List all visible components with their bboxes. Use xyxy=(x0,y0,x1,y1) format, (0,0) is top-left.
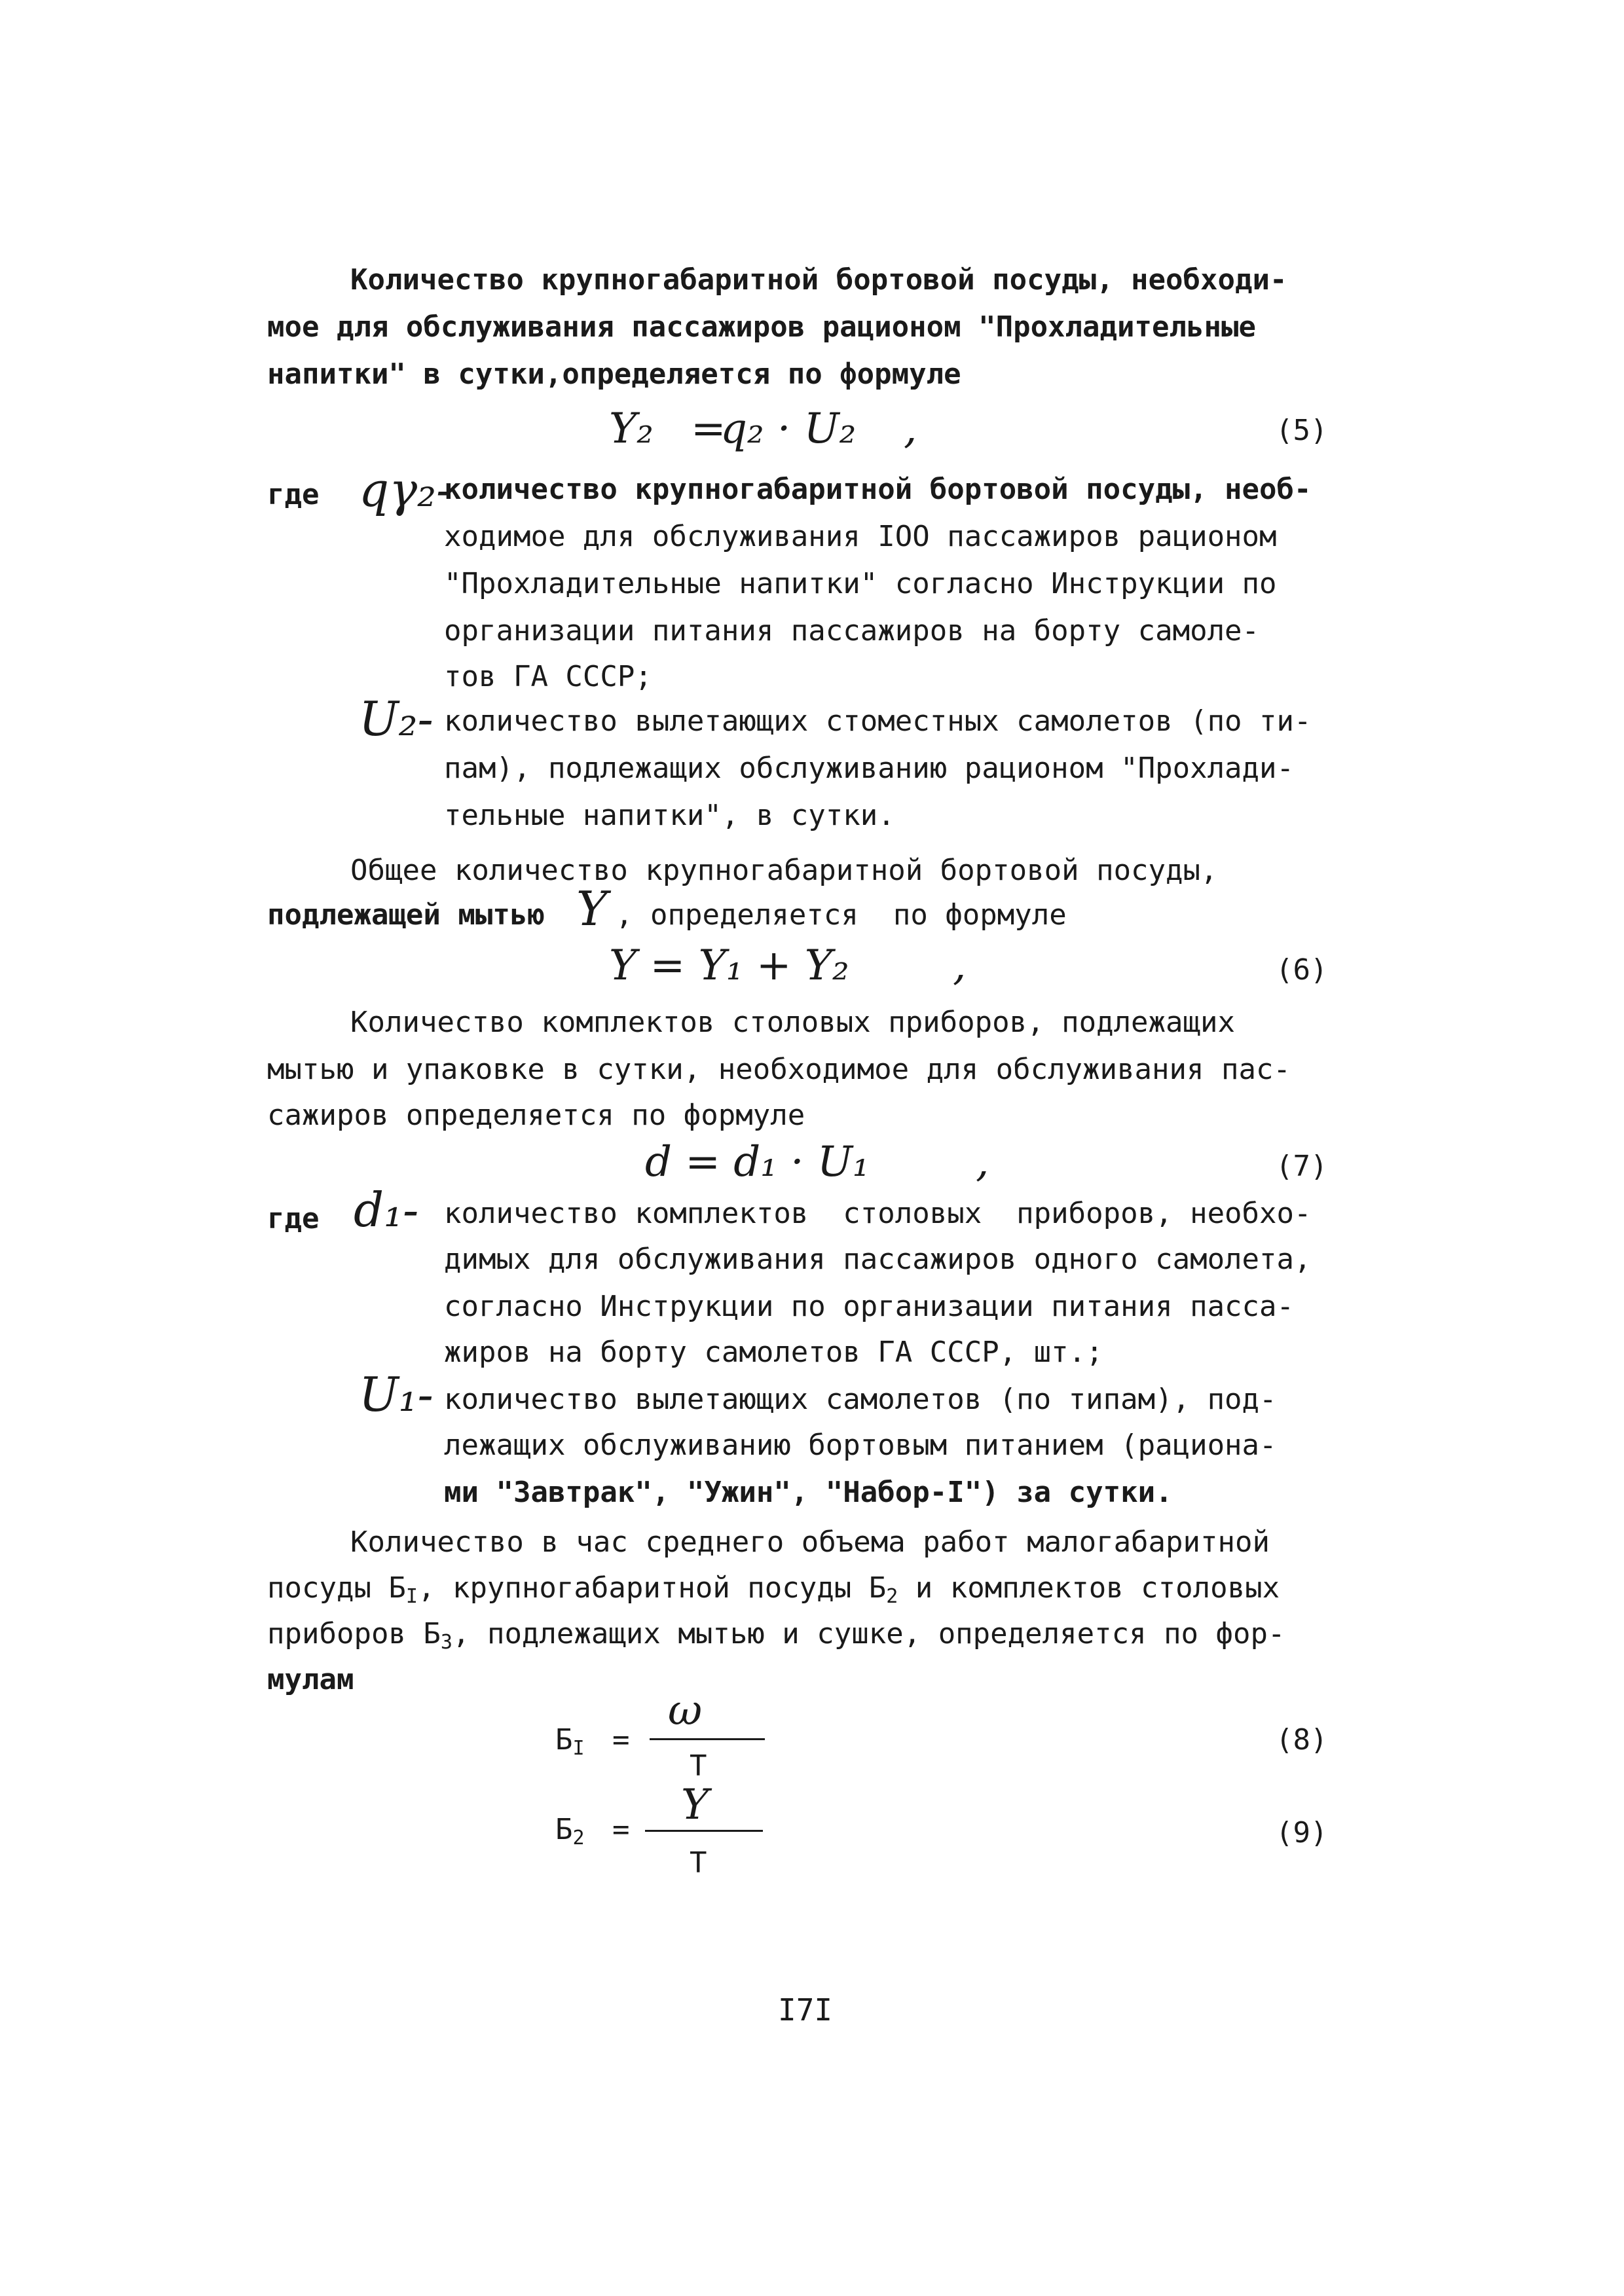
def7b-line3: ми "Завтрак", "Ужин", "Набор-I") за сутки. xyxy=(444,1476,1173,1509)
paragraph2-symbol: Y xyxy=(576,881,608,936)
def5a-line2: ходимое для обслуживания IOO пассажиров рационом xyxy=(444,520,1277,553)
paragraph3-line2: мытью и упаковке в сутки, необходимое для обслуживания пас- xyxy=(267,1053,1291,1086)
paragraph1-line2: мое для обслуживания пассажиров рационом "Прохладительные xyxy=(267,310,1256,344)
def7a-line2: димых для обслуживания пассажиров одного самолета, xyxy=(444,1243,1312,1276)
def5b-line3: тельные напитки", в сутки. xyxy=(444,799,895,832)
def7b-line2: лежащих обслуживанию бортовым питанием (рациона- xyxy=(444,1429,1277,1462)
formula8-denominator: Т xyxy=(690,1749,707,1783)
def5a-line5: тов ГА СССР; xyxy=(444,660,652,693)
formula5-comma: , xyxy=(904,405,917,453)
paragraph2-line1: Общее количество крупногабаритной бортовой посуды, xyxy=(350,854,1218,887)
def5b-line2: пам), подлежащих обслуживанию рационом "Прохлади- xyxy=(444,752,1295,785)
paragraph3-line3: сажиров определяется по формуле xyxy=(267,1099,805,1132)
formula9-equals: = xyxy=(612,1813,630,1846)
formula9-number: (9) xyxy=(1276,1816,1328,1850)
paragraph3-line1: Количество комплектов столовых приборов, подлежащих xyxy=(350,1006,1236,1039)
formula9-numerator: Y xyxy=(681,1781,709,1829)
paragraph2-line2a: подлежащей мытью xyxy=(267,898,545,932)
formula8-equals: = xyxy=(612,1723,630,1757)
paragraph4-line3: приборов $Б_3$, подлежащих мытью и сушке, определяется по фор- xyxy=(267,1617,1285,1654)
def5a-symbol: qγ₂- xyxy=(359,462,452,517)
paragraph4-line4: мулам xyxy=(267,1663,354,1696)
paragraph1-line3: напитки" в сутки,определяется по формуле xyxy=(267,357,961,391)
def5a-line3: "Прохладительные напитки" согласно Инструкции по xyxy=(444,567,1277,600)
def5b-symbol: U₂- xyxy=(359,691,434,746)
where-label-5: где xyxy=(267,478,320,511)
paragraph2-line2b: , определяется по формуле xyxy=(616,898,1067,932)
formula5-lhs: Y₂ xyxy=(609,405,654,453)
def7a-symbol: d₁- xyxy=(354,1182,419,1237)
def7a-line1: количество комплектов столовых приборов, необхо- xyxy=(444,1197,1312,1230)
where-label-7: где xyxy=(267,1202,320,1235)
formula7-expression: d = d₁ · U₁ xyxy=(645,1138,870,1186)
formula6-comma: , xyxy=(953,941,967,990)
def7b-line1: количество вылетающих самолетов (по типам), под- xyxy=(444,1383,1277,1416)
def5a-line1: количество крупногабаритной бортовой посуды, необ- xyxy=(444,473,1312,506)
paragraph4-line1: Количество в час среднего объема работ малогабаритной xyxy=(350,1525,1270,1559)
def5a-line4: организации питания пассажиров на борту самоле- xyxy=(444,614,1260,647)
formula7-number: (7) xyxy=(1276,1150,1328,1183)
formula9-lhs: $Б_2$ xyxy=(555,1813,585,1850)
formula9-denominator: Т xyxy=(690,1846,707,1880)
formula8-number: (8) xyxy=(1276,1723,1328,1757)
formula8-numerator: ω xyxy=(668,1686,703,1735)
formula5-equals: = xyxy=(691,405,726,453)
def7a-line4: жиров на борту самолетов ГА СССР, шт.; xyxy=(444,1336,1103,1369)
formula9-fraction-bar xyxy=(645,1830,763,1832)
def7a-line3: согласно Инструкции по организации питания пасса- xyxy=(444,1290,1295,1323)
formula5-number: (5) xyxy=(1276,414,1328,447)
formula6-expression: Y = Y₁ + Y₂ xyxy=(609,941,849,990)
formula5-rhs: q₂ · U₂ xyxy=(720,405,857,453)
paragraph1-line1: Количество крупногабаритной бортовой посуды, необходи- xyxy=(350,263,1287,297)
paragraph4-line2: посуды $Б_I$, крупногабаритной посуды $Б_2$ и комплектов столовых xyxy=(267,1571,1280,1608)
formula8-fraction-bar xyxy=(650,1738,765,1740)
formula6-number: (6) xyxy=(1276,953,1328,987)
formula7-comma: , xyxy=(976,1138,989,1186)
def7b-symbol: U₁- xyxy=(359,1367,434,1422)
page-number: I7I xyxy=(778,1992,833,2028)
def5b-line1: количество вылетающих стоместных самолетов (по ти- xyxy=(444,704,1312,738)
formula8-lhs: $Б_I$ xyxy=(555,1723,585,1760)
